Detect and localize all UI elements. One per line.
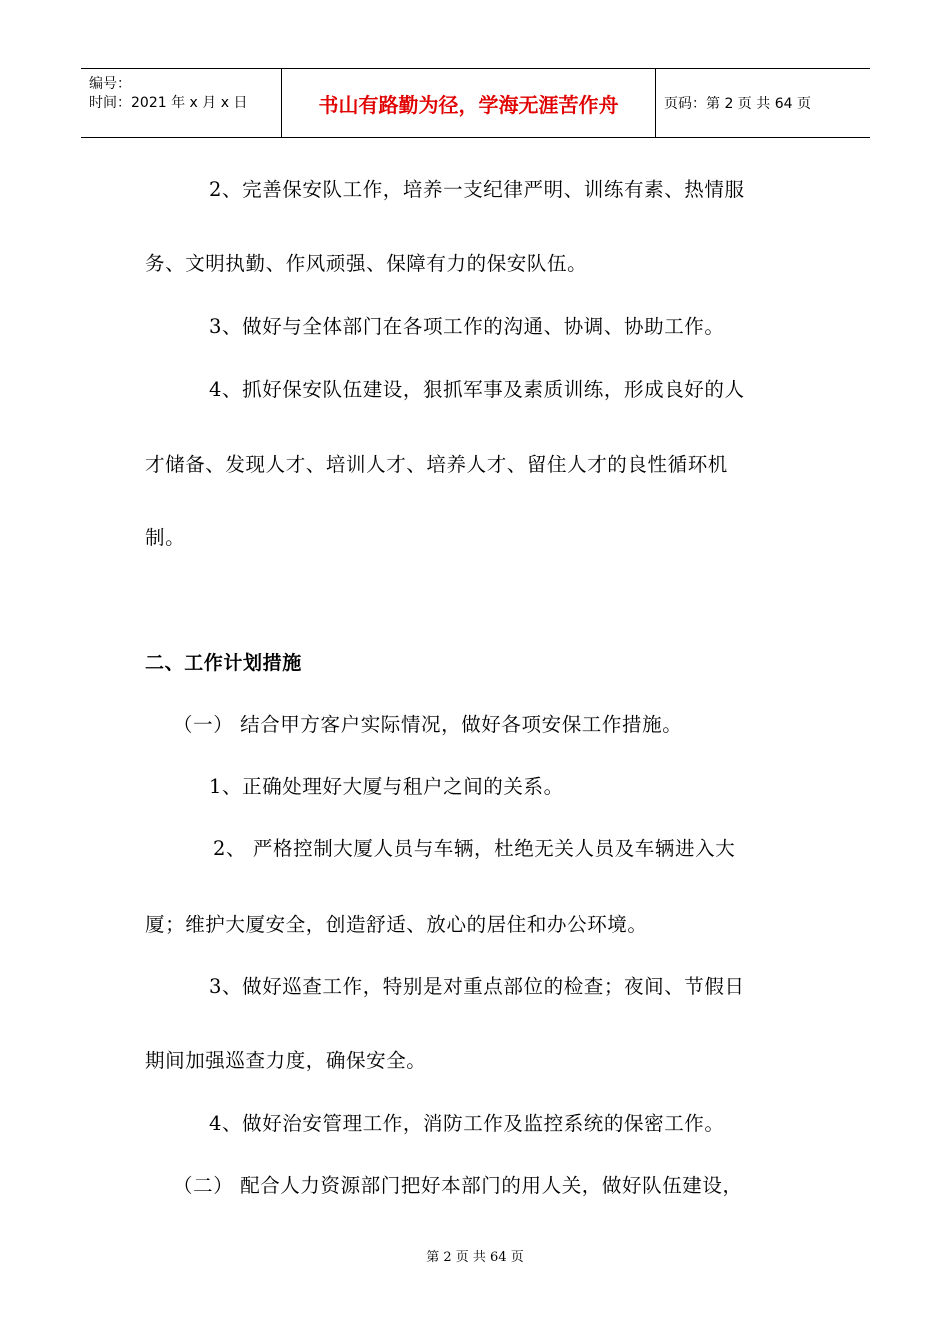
paragraph-line: 4、做好治安管理工作，消防工作及监控系统的保密工作。 (209, 1112, 725, 1135)
paragraph-line: 厦；维护大厦安全，创造舒适、放心的居住和办公环境。 (145, 913, 648, 936)
paragraph-line: 制。 (145, 526, 186, 549)
paragraph-line: 期间加强巡查力度，确保安全。 (145, 1049, 427, 1072)
document-date-label: 时间：2021 年 x 月 x 日 (89, 95, 248, 111)
subsection-heading: （二） 配合人力资源部门把好本部门的用人关，做好队伍建设， (173, 1174, 743, 1197)
paragraph-line: 3、做好与全体部门在各项工作的沟通、协调、协助工作。 (209, 315, 725, 338)
header-meta-cell (81, 69, 281, 137)
header-motto-cell (281, 69, 656, 137)
page-header (81, 68, 870, 138)
document-number-label: 编号： (89, 76, 131, 92)
paragraph-line: 4、抓好保安队伍建设，狠抓军事及素质训练，形成良好的人 (209, 378, 745, 401)
paragraph-line: 2、完善保安队工作，培养一支纪律严明、训练有素、热情服 (209, 178, 745, 201)
paragraph-line: 1、正确处理好大厦与租户之间的关系。 (209, 775, 564, 798)
paragraph-line: 务、文明执勤、作风顽强、保障有力的保安队伍。 (145, 252, 588, 275)
page-footer: 第 2 页 共 64 页 (426, 1250, 524, 1265)
paragraph-line: 2、 严格控制大厦人员与车辆，杜绝无关人员及车辆进入大 (213, 837, 736, 860)
paragraph-line: 3、做好巡查工作，特别是对重点部位的检查；夜间、节假日 (209, 975, 745, 998)
header-page-info: 页码：第 2 页 共 64 页 (664, 96, 811, 112)
paragraph-line: 才储备、发现人才、培训人才、培养人才、留住人才的良性循环机 (145, 453, 728, 476)
section-heading: 二、工作计划措施 (145, 652, 302, 674)
header-motto: 书山有路勤为径，学海无涯苦作舟 (318, 92, 619, 117)
subsection-heading: （一） 结合甲方客户实际情况，做好各项安保工作措施。 (173, 713, 683, 736)
